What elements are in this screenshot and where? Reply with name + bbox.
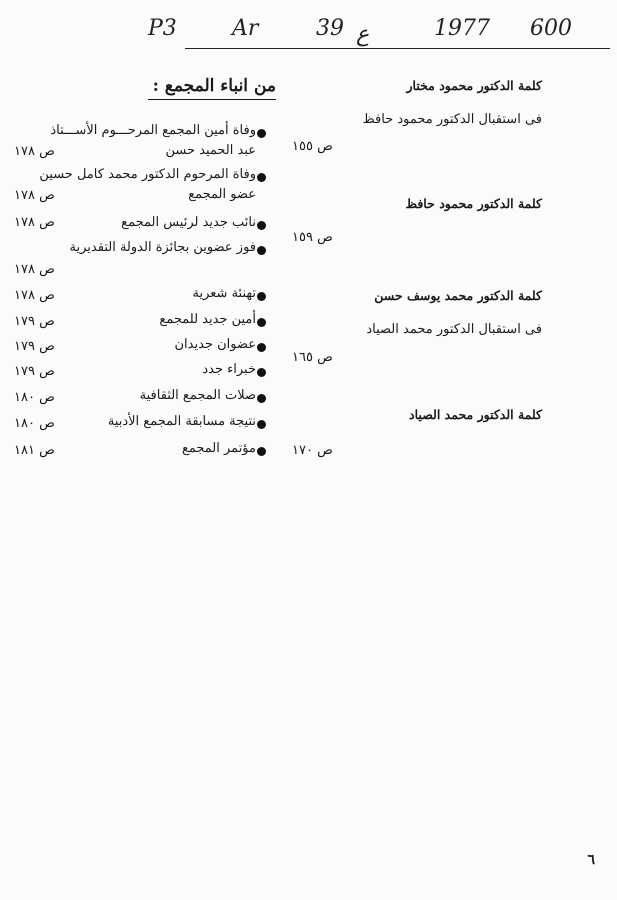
speech-subtitle-1: فى استقبال الدكتور محمود حافظ <box>362 112 542 127</box>
news-item-3-page: ص ١٧٨ <box>14 215 55 230</box>
news-item-2-line1: وفاة المرحوم الدكتور محمد كامل حسين <box>39 167 256 182</box>
bullet-icon <box>257 173 266 182</box>
news-item-11-page: ص ١٨١ <box>14 443 55 458</box>
speech-title-4: كلمة الدكتور محمد الصياد <box>409 407 542 422</box>
bullet-icon <box>257 318 266 327</box>
news-item-8-line1: خبراء جدد <box>202 362 256 377</box>
page-number: ٦ <box>587 852 595 868</box>
bullet-icon <box>257 246 266 255</box>
bullet-icon <box>257 221 266 230</box>
speech-page-4: ص ١٧٠ <box>292 443 333 458</box>
news-item-11-line1: مؤتمر المجمع <box>181 441 256 456</box>
bullet-icon <box>257 368 266 377</box>
bullet-icon <box>257 394 266 403</box>
speech-page-1: ص ١٥٥ <box>292 139 333 154</box>
news-item-5-line1: تهنئة شعرية <box>192 286 256 301</box>
news-item-9-line1: صلات المجمع الثقافية <box>139 388 256 403</box>
bullet-icon <box>257 292 266 301</box>
news-item-8-page: ص ١٧٩ <box>14 364 55 379</box>
news-item-10-line1: نتيجة مسابقة المجمع الأدبية <box>107 414 256 429</box>
news-item-1-page: ص ١٧٨ <box>14 144 55 159</box>
speech-title-3: كلمة الدكتور محمد يوسف حسن <box>374 288 542 303</box>
news-item-7-line1: عضوان جديدان <box>174 337 256 352</box>
speech-title-2: كلمة الدكتور محمود حافظ <box>405 196 542 211</box>
news-item-4-page: ص ١٧٨ <box>14 262 55 277</box>
handwritten-volume: 39 <box>316 16 344 41</box>
news-item-2-page: ص ١٧٨ <box>14 188 55 203</box>
handwritten-number: 600 <box>530 16 572 41</box>
bullet-icon <box>257 447 266 456</box>
news-item-2-line2: عضو المجمع <box>188 187 256 202</box>
news-item-6-page: ص ١٧٩ <box>14 314 55 329</box>
speech-page-3: ص ١٦٥ <box>292 350 333 365</box>
news-item-7-page: ص ١٧٩ <box>14 339 55 354</box>
news-item-1-line1: وفاة أمين المجمع المرحـــوم الأســـتاذ <box>50 123 256 138</box>
speech-page-2: ص ١٥٩ <box>292 230 333 245</box>
bullet-icon <box>257 343 266 352</box>
handwritten-year: 1977 <box>434 16 490 41</box>
handwritten-part: ع <box>356 22 370 47</box>
bullet-icon <box>257 420 266 429</box>
news-item-5-page: ص ١٧٨ <box>14 288 55 303</box>
news-item-9-page: ص ١٨٠ <box>14 390 55 405</box>
speech-title-1: كلمة الدكتور محمود مختار <box>406 78 542 93</box>
speech-subtitle-3: فى استقبال الدكتور محمد الصياد <box>366 322 542 337</box>
header-rule <box>185 48 610 49</box>
news-item-4-line1: فوز عضوين بجائزة الدولة التقديرية <box>69 240 256 255</box>
news-item-6-line1: أمين جديد للمجمع <box>159 312 256 327</box>
handwritten-box: P3 <box>148 16 177 41</box>
news-item-1-line2: عبد الحميد حسن <box>165 143 256 158</box>
handwritten-code: Ar <box>232 16 259 41</box>
news-section-title: من انباء المجمع : <box>148 76 276 100</box>
news-item-3-line1: نائب جديد لرئيس المجمع <box>121 215 256 230</box>
news-item-10-page: ص ١٨٠ <box>14 416 55 431</box>
bullet-icon <box>257 129 266 138</box>
